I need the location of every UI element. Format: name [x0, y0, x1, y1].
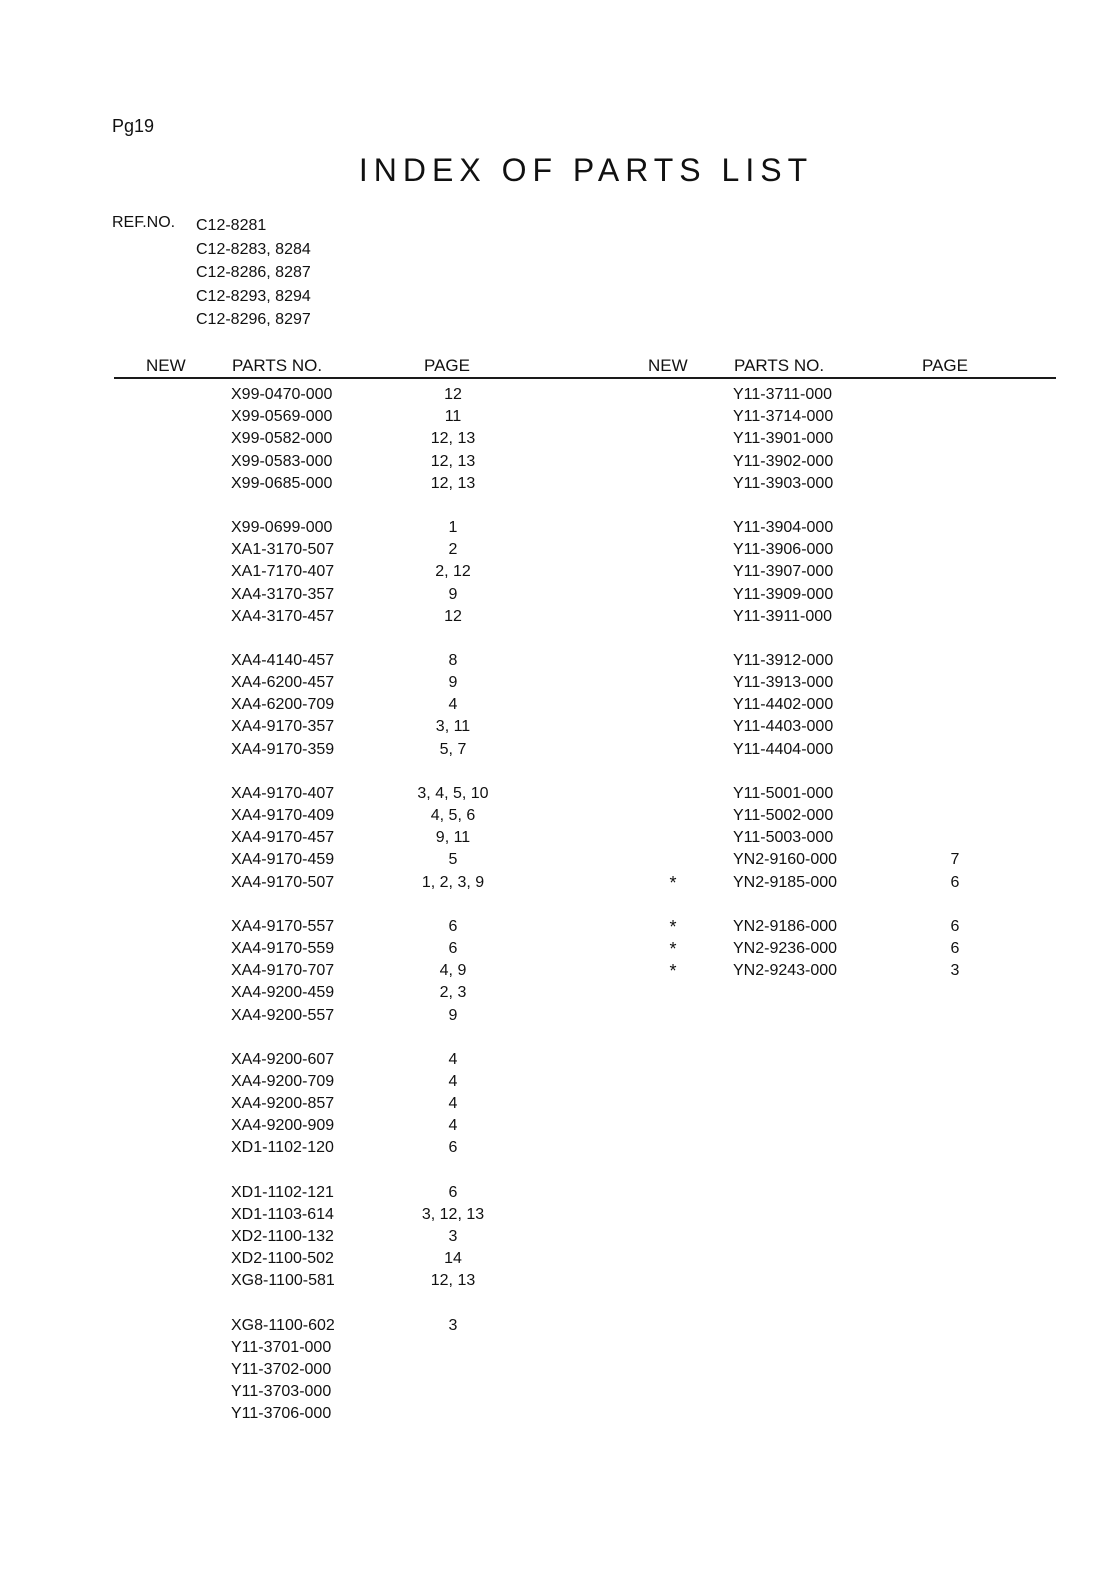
- part-number: XA4-9170-357: [231, 718, 335, 736]
- part-number: Y11-3703-000: [231, 1383, 332, 1401]
- part-number: XD1-1102-121: [231, 1183, 334, 1201]
- page-reference: 12, 13: [430, 1272, 476, 1290]
- page-reference: 2: [448, 541, 458, 559]
- part-number: Y11-3912-000: [733, 651, 834, 669]
- page-reference: 1: [448, 518, 458, 536]
- part-number: XD2-1100-132: [231, 1228, 334, 1245]
- ref-number: C12-8286, 8287: [196, 264, 311, 281]
- part-number: XA4-9170-457: [231, 829, 335, 847]
- part-number: Y11-4404-000: [733, 740, 834, 758]
- page-reference: 3, 11: [435, 718, 471, 736]
- page-reference: 6: [950, 917, 960, 935]
- page-reference: 3: [448, 1228, 458, 1245]
- page-reference: 6: [448, 917, 458, 935]
- page-reference: 6: [448, 1183, 458, 1201]
- part-number: XA4-9170-707: [231, 962, 335, 980]
- part-number: XD1-1103-614: [231, 1205, 334, 1223]
- page-reference: 12: [444, 386, 462, 403]
- page-reference: 8: [448, 651, 458, 669]
- page-reference: 3, 12, 13: [421, 1205, 485, 1223]
- page-reference: 12, 13: [430, 452, 476, 470]
- ref-number: C12-8283, 8284: [196, 240, 311, 258]
- part-number: Y11-3903-000: [733, 474, 834, 492]
- new-marker: *: [669, 938, 677, 959]
- part-number: Y11-3909-000: [733, 585, 834, 603]
- part-number: XA4-9200-857: [231, 1095, 335, 1113]
- page-reference: 2, 3: [439, 984, 467, 1002]
- ref-number: C12-8296, 8297: [196, 311, 311, 328]
- part-number: XA4-9200-607: [231, 1050, 335, 1068]
- page-reference: 2, 12: [435, 563, 471, 581]
- page-reference: 4: [448, 696, 458, 714]
- part-number: Y11-4402-000: [733, 696, 834, 714]
- part-number: Y11-3907-000: [733, 563, 834, 581]
- part-number: XA4-9170-507: [231, 873, 335, 891]
- part-number: Y11-3901-000: [733, 430, 834, 448]
- page-reference: 6: [448, 1139, 458, 1157]
- page-reference: 6: [950, 939, 960, 957]
- part-number: Y11-3714-000: [733, 408, 834, 426]
- page-reference: 9, 11: [435, 829, 471, 847]
- page-reference: 7: [950, 851, 960, 869]
- page-reference: 1, 2, 3, 9: [421, 873, 485, 891]
- part-number: XA4-4140-457: [231, 651, 335, 669]
- page-reference: 9: [448, 1006, 458, 1024]
- left-header-parts-no: PARTS NO.: [232, 356, 323, 375]
- page-reference: 6: [448, 939, 458, 957]
- part-number: XA4-6200-709: [231, 696, 335, 714]
- part-number: XA4-9170-407: [231, 784, 335, 802]
- page-reference: 9: [448, 585, 458, 603]
- part-number: Y11-3911-000: [733, 607, 833, 625]
- part-number: XA1-7170-407: [231, 563, 335, 581]
- part-number: Y11-4403-000: [733, 718, 834, 736]
- part-number: YN2-9160-000: [733, 851, 838, 869]
- part-number: Y11-3706-000: [231, 1405, 332, 1423]
- part-number: XD2-1100-502: [231, 1250, 334, 1268]
- part-number: X99-0569-000: [231, 408, 333, 426]
- page-reference: 5: [448, 851, 458, 869]
- part-number: Y11-5003-000: [733, 829, 834, 847]
- part-number: XA4-9170-559: [231, 939, 335, 957]
- ref-label: REF.NO.: [112, 214, 176, 231]
- part-number: XA4-6200-457: [231, 674, 335, 692]
- page-reference: 5, 7: [439, 740, 467, 758]
- part-number: XA4-9200-557: [231, 1006, 335, 1024]
- page-reference: 4: [448, 1050, 458, 1068]
- new-marker: *: [669, 916, 677, 937]
- right-header-new: NEW: [648, 356, 688, 375]
- right-header-page: PAGE: [922, 356, 968, 375]
- part-number: XA1-3170-507: [231, 541, 335, 559]
- right-header-parts-no: PARTS NO.: [734, 356, 825, 375]
- part-number: X99-0582-000: [231, 430, 333, 448]
- page-reference: 4: [448, 1072, 458, 1090]
- part-number: XA4-9170-359: [231, 740, 335, 758]
- page-reference: 4: [448, 1095, 458, 1113]
- part-number: XA4-9170-409: [231, 807, 335, 824]
- part-number: XA4-9170-459: [231, 851, 335, 869]
- part-number: X99-0583-000: [231, 452, 333, 470]
- page-reference: 12: [444, 607, 462, 625]
- page-reference: 12, 13: [430, 474, 476, 492]
- part-number: YN2-9243-000: [733, 962, 838, 980]
- left-header-page: PAGE: [424, 356, 470, 375]
- part-number: Y11-5001-000: [733, 784, 834, 802]
- part-number: YN2-9185-000: [733, 873, 838, 891]
- page-reference: 9: [448, 674, 458, 692]
- part-number: YN2-9236-000: [733, 939, 838, 957]
- page-reference: 3: [950, 962, 960, 980]
- ref-number-list: [196, 214, 311, 332]
- part-number: Y11-3906-000: [733, 541, 834, 559]
- header-divider: [114, 377, 1056, 379]
- part-number: Y11-3711-000: [733, 386, 833, 403]
- page-title: INDEX OF PARTS LIST: [358, 152, 814, 188]
- ref-number: C12-8293, 8294: [196, 287, 311, 305]
- part-number: XA4-9170-557: [231, 917, 335, 935]
- part-number: X99-0699-000: [231, 518, 333, 536]
- part-number: X99-0470-000: [231, 386, 333, 403]
- part-number: YN2-9186-000: [733, 917, 838, 935]
- part-number: Y11-3904-000: [733, 518, 834, 536]
- left-header-new: NEW: [146, 356, 186, 375]
- part-number: XG8-1100-602: [231, 1316, 335, 1334]
- part-number: XA4-9200-909: [231, 1117, 335, 1135]
- new-marker: *: [669, 961, 677, 982]
- ref-number: C12-8281: [196, 217, 267, 234]
- part-number: XA4-9200-709: [231, 1072, 335, 1090]
- page-reference: 12, 13: [430, 430, 476, 448]
- page-number-label: Pg19: [112, 116, 155, 136]
- part-number: XG8-1100-581: [231, 1272, 335, 1290]
- page-reference: 3, 4, 5, 10: [417, 784, 489, 802]
- page-reference: 4, 5, 6: [430, 807, 476, 824]
- part-number: XA4-9200-459: [231, 984, 335, 1002]
- part-number: X99-0685-000: [231, 474, 333, 492]
- page-reference: 4, 9: [439, 962, 467, 980]
- part-number: Y11-3902-000: [733, 452, 834, 470]
- part-number: Y11-3913-000: [733, 674, 834, 692]
- page-reference: 11: [444, 408, 462, 426]
- part-number: XD1-1102-120: [231, 1139, 334, 1157]
- page-reference: 14: [444, 1250, 462, 1268]
- page-reference: 4: [448, 1117, 458, 1135]
- part-number: XA4-3170-457: [231, 607, 335, 625]
- part-number: Y11-3701-000: [231, 1338, 332, 1356]
- new-marker: *: [669, 872, 677, 893]
- page-reference: 3: [448, 1316, 458, 1334]
- part-number: XA4-3170-357: [231, 585, 335, 603]
- page-reference: 6: [950, 873, 960, 891]
- part-number: Y11-5002-000: [733, 807, 834, 824]
- part-number: Y11-3702-000: [231, 1360, 332, 1378]
